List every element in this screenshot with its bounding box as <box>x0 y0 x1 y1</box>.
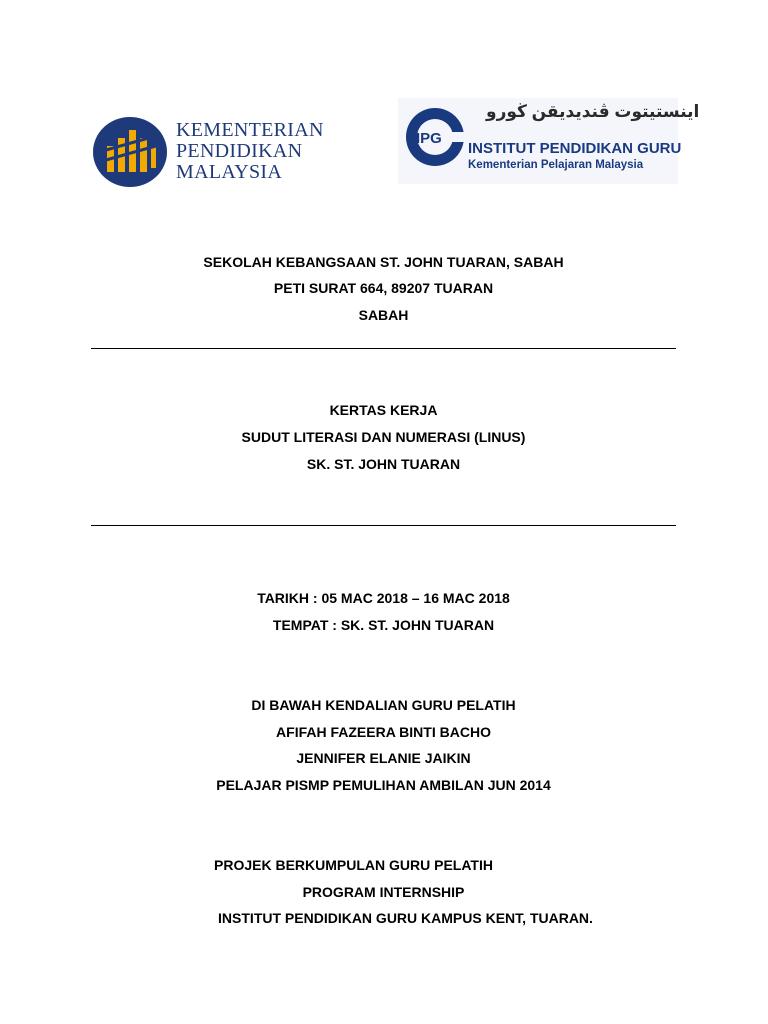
trainee-name: AFIFAH FAZEERA BINTI BACHO <box>276 724 491 740</box>
kpm-line-3: MALAYSIA <box>176 161 283 183</box>
paper-title: KERTAS KERJA <box>329 402 438 418</box>
paper-school: SK. ST. JOHN TUARAN <box>306 456 461 472</box>
project-line-3: INSTITUT PENDIDIKAN GURU KAMPUS KENT, TUARAN. <box>218 910 593 926</box>
kpm-line-1: KEMENTERIAN <box>176 119 324 141</box>
kpm-emblem-icon <box>92 116 168 188</box>
kpm-line-2: PENDIDIKAN <box>176 140 303 162</box>
school-name: SEKOLAH KEBANGSAAN ST. JOHN TUARAN, SABAH <box>203 254 564 270</box>
paper-subject: SUDUT LITERASI DAN NUMERASI (LINUS) <box>241 429 526 445</box>
trainee-cohort: PELAJAR PISMP PEMULIHAN AMBILAN JUN 2014 <box>216 777 551 793</box>
project-line-1: PROJEK BERKUMPULAN GURU PELATIH <box>214 857 493 873</box>
ipg-emblem-icon <box>404 106 466 168</box>
ipg-jawi-text: اينستيتوت ڤنديديقن ڬورو <box>486 102 700 121</box>
event-venue: TEMPAT : SK. ST. JOHN TUARAN <box>272 617 495 633</box>
school-state: SABAH <box>358 307 409 323</box>
divider-top <box>91 348 676 349</box>
event-date: TARIKH : 05 MAC 2018 – 16 MAC 2018 <box>257 590 510 606</box>
ipg-emblem-text: IPG <box>416 130 442 147</box>
school-address: PETI SURAT 664, 89207 TUARAN <box>273 280 494 296</box>
kpm-logo <box>90 98 370 206</box>
divider-bottom <box>91 525 676 526</box>
ipg-name: INSTITUT PENDIDIKAN GURU <box>468 140 682 157</box>
ipg-logo <box>398 98 700 184</box>
kpm-wordmark <box>176 120 324 183</box>
project-line-2: PROGRAM INTERNSHIP <box>302 884 465 900</box>
trainee-name: JENNIFER ELANIE JAIKIN <box>296 750 471 766</box>
ipg-subtitle: Kementerian Pelajaran Malaysia <box>468 159 644 171</box>
supervision-heading: DI BAWAH KENDALIAN GURU PELATIH <box>251 697 516 713</box>
